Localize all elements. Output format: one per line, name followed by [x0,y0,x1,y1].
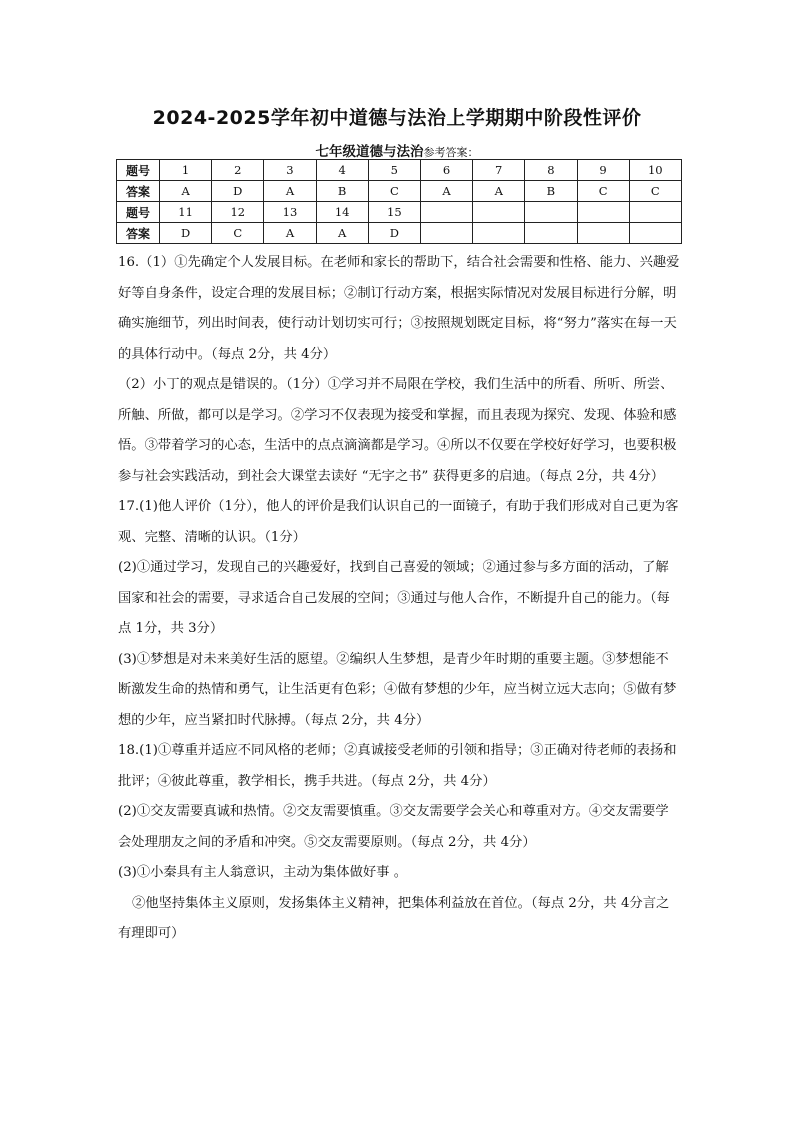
answer-18-3-point2: ②他坚持集体主义原则，发扬集体主义精神，把集体利益放在首位。（每点 2分，共 4分言之有理即可） [118,895,670,941]
answer-cell [420,223,472,244]
answer-table [116,159,682,244]
answer-cell: B [316,181,368,202]
question-number: 7 [473,160,525,181]
row-label-question: 题号 [117,202,160,223]
answer-cell: B [525,181,577,202]
row-label-answer: 答案 [117,223,160,244]
question-number: 9 [577,160,629,181]
row-label-answer: 答案 [117,181,160,202]
document-subtitle [0,140,794,160]
question-number: 12 [212,202,264,223]
answer-cell [577,223,629,244]
answer-cell: C [212,223,264,244]
question-number [629,202,681,223]
answer-cell: A [316,223,368,244]
answer-17-2: (2)①通过学习，发现自己的兴趣爱好，找到自己喜爱的领域；②通过参与多方面的活动，了解国家和社会的需要，寻求适合自己发展的空间；③通过与他人合作，不断提升自己的能力。（每点 1分，共 3分） [118,560,670,636]
table-row-q1 [117,160,682,181]
answer-cell: A [473,181,525,202]
question-number: 14 [316,202,368,223]
question-number: 3 [264,160,316,181]
subtitle-small: 参考答案： [423,146,479,159]
question-number [577,202,629,223]
question-number: 5 [368,160,420,181]
answer-17-1: 17.(1)他人评价（1分），他人的评价是我们认识自己的一面镜子，有助于我们形成对自己更为客观、完整、清晰的认识。（1分） [118,499,679,545]
question-number: 15 [368,202,420,223]
question-number [525,202,577,223]
answer-cell [525,223,577,244]
table-row-a2 [117,223,682,244]
answer-cell: A [264,223,316,244]
answer-cell [473,223,525,244]
question-number: 13 [264,202,316,223]
question-number: 10 [629,160,681,181]
answer-16-2: （2）小丁的观点是错误的。（1分）①学习并不局限在学校，我们生活中的所看、所听、所尝、所触、所做，都可以是学习。②学习不仅表现为接受和掌握，而且表现为探究、发现、体验和感悟。③带着学习的心态，生活中的点点滴滴都是学习。④所以不仅要在学校好好学习，也要积极参与社会实践活动，到社会大课堂去读好 “无字之书” 获得更多的启迪。（每点 2分，共 4分） [118,377,677,484]
answer-cell: D [368,223,420,244]
document-title: 2024-2025学年初中道德与法治上学期期中阶段性评价 [152,107,642,129]
table-row-q2 [117,202,682,223]
question-number [420,202,472,223]
subtitle-main: 七年级道德与法治 [315,144,424,160]
answer-body [118,248,680,950]
question-number: 4 [316,160,368,181]
answer-16-1: 16.（1）①先确定个人发展目标。在老师和家长的帮助下，结合社会需要和性格、能力、兴趣爱好等自身条件，设定合理的发展目标；②制订行动方案，根据实际情况对发展目标进行分解，明确实施细节，列出时间表，使行动计划切实可行；③按照规划既定目标，将“努力”落实在每一天的具体行动中。（每点 2分，共 4分） [118,255,680,362]
answer-cell: A [264,181,316,202]
answer-cell [629,223,681,244]
answer-18-3-point1: (3)①小秦具有主人翁意识，主动为集体做好事 。 [118,865,407,880]
row-label-question: 题号 [117,160,160,181]
answer-cell: D [212,181,264,202]
answer-cell: C [368,181,420,202]
question-number [473,202,525,223]
table-row-a1 [117,181,682,202]
answer-18-1: 18.(1)①尊重并适应不同风格的老师；②真诚接受老师的引领和指导；③正确对待老师的表扬和批评；④彼此尊重，教学相长，携手共进。（每点 2分，共 4分） [118,743,677,789]
answer-cell: C [577,181,629,202]
question-number: 11 [160,202,212,223]
answer-cell: D [160,223,212,244]
question-number: 6 [420,160,472,181]
answer-18-2: (2)①交友需要真诚和热情。②交友需要慎重。③交友需要学会关心和尊重对方。④交友需要学会处理朋友之间的矛盾和冲突。⑤交友需要原则。（每点 2分，共 4分） [118,804,669,850]
answer-cell: A [160,181,212,202]
answer-cell: C [629,181,681,202]
question-number: 2 [212,160,264,181]
question-number: 8 [525,160,577,181]
answer-cell: A [420,181,472,202]
answer-17-3: (3)①梦想是对未来美好生活的愿望。②编织人生梦想，是青少年时期的重要主题。③梦想能不断激发生命的热情和勇气，让生活更有色彩；④做有梦想的少年，应当树立远大志向；⑤做有梦想的少年，应当紧扣时代脉搏。（每点 2分，共 4分） [118,651,677,728]
question-number: 1 [160,160,212,181]
